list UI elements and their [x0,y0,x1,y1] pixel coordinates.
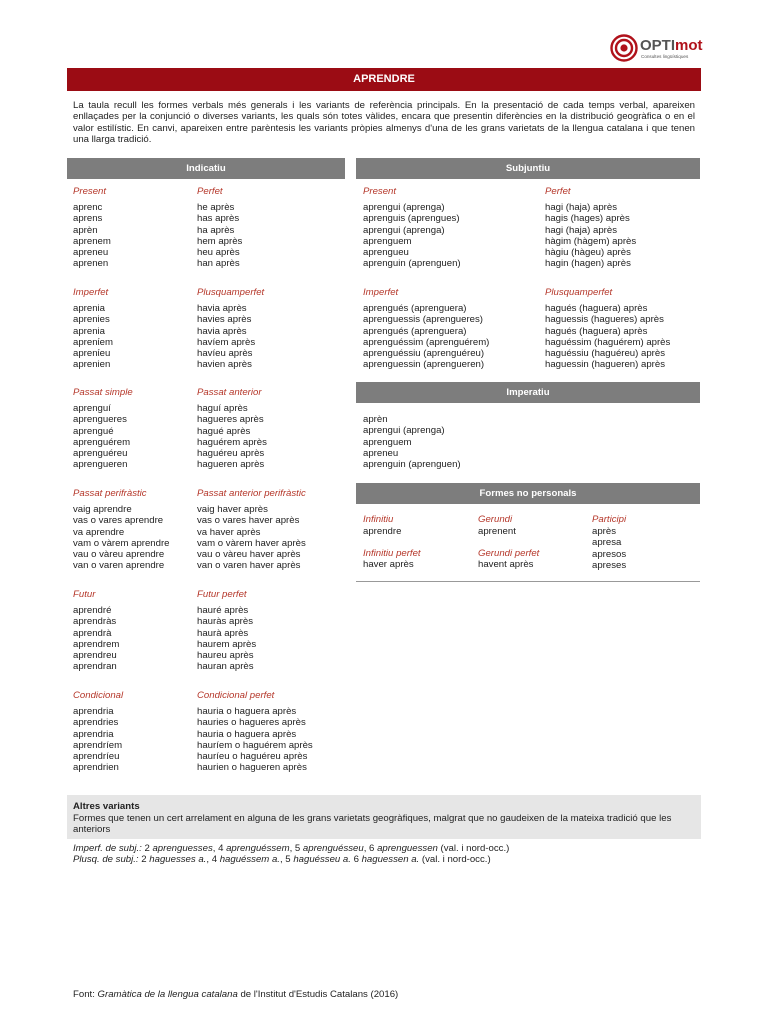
verb-form: hagis (hages) après [545,213,630,225]
tense-forms [73,504,170,572]
imperf-note: Imperf. de subj.: 2 aprenguesses, 4 aprenguéssem, 5 aprenguésseu, 6 aprenguessen (val. i nord-occ.) [73,843,510,854]
verb-form: va aprendre [73,526,125,538]
variant-notes [73,843,509,865]
verb-form: hauríeu o haguéreu après [197,751,308,763]
verb-form: hauríem o haguérem après [197,739,313,751]
verb-form: aprendre [363,526,402,537]
verb-form: aprendré [73,605,112,616]
tense-forms [363,303,489,371]
verb-form: aprenent [478,526,516,537]
tense-forms [197,504,306,572]
verb-form: aprenguérem [73,436,131,448]
verb-form: haguessis (hagueres) après [545,314,664,326]
logo-ring-icon [610,34,638,62]
optimot-logo [610,34,702,64]
tense-label: Present [363,186,397,197]
verb-form: haguí après [197,403,248,414]
tense-forms [197,605,256,673]
tense-label: Futur [73,589,96,600]
verb-form: hauré après [197,605,249,616]
verb-form: vas o vares haver après [197,515,300,527]
verb-form: va haver après [197,526,261,538]
tense-forms [73,706,122,774]
infinitiu-perfet-label: Infinitiu perfet [363,548,421,559]
verb-form: aprenies [73,314,110,326]
infinitiu-perfet-form: haver après [363,559,414,570]
verb-form: aprenguessis (aprengueres) [363,314,483,326]
logo-wordmark: OPTImot [640,37,703,54]
verb-form: aprenguem [363,235,412,247]
verb-form: aprenia [73,325,106,337]
verb-form: aprèn [73,224,98,236]
tense-label: Plusquamperfet [197,287,265,298]
verb-form: havíeu après [197,348,253,360]
verb-form: hauries o hagueres après [197,717,306,729]
verb-form: hagués (haguera) après [545,303,648,314]
verb-form: havies après [197,314,252,326]
verb-form: hauria o haguera après [197,706,297,717]
verb-form: vam o vàrem aprendre [73,537,170,549]
verb-form: apreneu [363,447,399,459]
gerundi-perfet-label: Gerundi perfet [478,548,540,559]
verb-form: aprenguin (aprenguen) [363,459,461,471]
tense-label: Passat simple [73,387,133,398]
tense-label: Perfet [545,186,571,197]
verb-form: hagi (haja) après [545,202,617,213]
logo-subtitle: Consultes lingüístiques [641,54,689,59]
tense-label: Condicional [73,690,124,701]
verb-form: après [592,526,616,537]
verb-form: hauran après [197,661,254,673]
verb-form: aprenguí [73,403,111,414]
verb-form: aprenguin (aprenguen) [363,258,461,270]
indicatiu-header: Indicatiu [67,158,345,179]
verb-form: aprenc [73,202,103,213]
tense-label: Perfet [197,186,223,197]
verb-form: aprenguessin (aprengueren) [363,359,485,371]
tense-forms [73,403,130,471]
verb-form: aprendries [73,717,119,729]
source-footer: Font: Gramàtica de la llengua catalana de l'Institut d'Estudis Catalans (2016) [73,989,399,1000]
verb-form: aprengué [73,425,114,437]
verb-form: aprenia [73,303,106,314]
verb-form: ha après [197,224,235,236]
verb-form: vau o vàreu aprendre [73,549,165,561]
verb-form: havia après [197,303,247,314]
verb-form: aprendria [73,728,114,740]
verb-form: han après [197,258,240,270]
verb-form: haguéreu après [197,448,265,460]
verb-form: aprendríeu [73,751,120,763]
verb-form: vas o vares aprendre [73,515,164,527]
verb-form: aprengueu [363,247,409,259]
tense-forms [73,303,113,371]
verb-form: apreneu [73,247,109,259]
tense-label: Imperfet [363,287,399,298]
verb-form: hàgim (hàgem) après [545,235,637,247]
verb-form: aprengués (aprenguera) [363,303,467,314]
gerundi-forms [478,526,516,537]
tense-forms [545,202,636,270]
verb-form: haurà après [197,627,249,639]
verb-title: APRENDRE [67,68,701,91]
verb-form: apresa [592,537,622,549]
verb-form: aprenien [73,359,111,371]
tense-forms [545,303,670,371]
no-personals-header: Formes no personals [356,483,700,504]
verb-form: apresos [592,548,627,560]
verb-form: havia après [197,325,247,337]
verb-form: vaig aprendre [73,504,132,515]
tense-label: Passat anterior perifràstic [197,488,306,499]
tense-label: Present [73,186,107,197]
tense-forms [73,605,119,673]
tense-label: Plusquamperfet [545,287,613,298]
tense-forms [197,706,313,774]
verb-form: aprenguéssim (aprenguérem) [363,336,490,348]
verb-form: hàgiu (hàgeu) après [545,247,631,259]
verb-form: aprendria [73,706,114,717]
verb-form: aprendràs [73,616,117,628]
verb-form: aprenen [73,258,109,270]
verb-form: haurien o hagueren après [197,762,307,774]
tense-forms [197,303,255,371]
verb-form: hem après [197,235,243,247]
verb-form: havien après [197,359,252,371]
verb-form: aprengui (aprenga) [363,202,445,213]
verb-form: aprendrem [73,638,120,650]
verb-form: aprendreu [73,650,117,662]
tense-label: Imperfet [73,287,109,298]
divider [356,581,700,582]
verb-form: haguéssim (haguérem) après [545,336,671,348]
tense-forms [197,403,267,471]
verb-form: haureu après [197,650,254,662]
gerundi-label: Gerundi [478,514,513,525]
altres-variants-title: Altres variants [73,801,140,812]
plusq-note: Plusq. de subj.: 2 haguesses a., 4 haguéssem a., 5 haguésseu a. 6 haguessen a. (val. i nord-occ.) [73,854,491,865]
verb-form: vaig haver après [197,504,268,515]
verb-form: aprenίem [73,336,113,348]
verb-form: haurem après [197,638,257,650]
verb-form: aprenguéssiu (aprenguéreu) [363,348,485,360]
verb-form: aprendrien [73,762,119,774]
verb-form: vau o vàreu haver après [197,549,301,561]
verb-form: aprengui (aprenga) [363,224,445,236]
verb-form: haguérem après [197,436,267,448]
altres-variants-box [67,795,701,839]
verb-form: aprendran [73,661,117,673]
infinitiu-forms [363,526,401,537]
verb-form: hagueres après [197,414,264,426]
verb-form: hagueren après [197,459,265,471]
verb-form: van o varen aprendre [73,560,165,572]
verb-form: has après [197,213,240,225]
verb-form: he après [197,202,235,213]
verb-form: aprenguis (aprengues) [363,213,460,225]
verb-form: haguessin (hagueren) après [545,359,666,371]
infinitiu-label: Infinitiu [363,514,394,525]
verb-form: havíem après [197,336,256,348]
tense-label: Passat anterior [197,387,262,398]
verb-form: apreses [592,559,627,571]
verb-form: aprendrà [73,627,112,639]
verb-form: hagi (haja) après [545,224,617,236]
tense-forms [197,202,242,270]
tense-label: Futur perfet [197,589,247,600]
verb-form: hagin (hagen) après [545,258,631,270]
verb-form: hagué après [197,425,251,437]
participi-forms [592,526,626,571]
tense-forms [363,202,461,270]
imperatiu-header: Imperatiu [356,382,700,403]
verb-form: aprengués (aprenguera) [363,325,467,337]
verb-form: hagués (haguera) après [545,325,648,337]
verb-form: van o varen haver après [197,560,301,572]
tense-label: Condicional perfet [197,690,275,701]
participi-label: Participi [592,514,627,525]
verb-form: aprèn [363,414,388,425]
subjuntiu-header: Subjuntiu [356,158,700,179]
tense-forms [73,202,111,270]
verb-form: aprengueres [73,414,127,426]
tense-label: Passat perifràstic [73,488,147,499]
verb-form: heu après [197,247,240,259]
verb-form: hauria o haguera après [197,728,297,740]
verb-form: aprengui (aprenga) [363,425,445,437]
verb-form: aprendríem [73,739,123,751]
verb-form: haguéssiu (haguéreu) après [545,348,666,360]
intro-text: La taula recull les formes verbals més generals i les variants de referència principals. En la presentació de cada temps verbal, apareixen enllaçades per la conjunció o diverses variants, les quals són totes vàlides, encara que presentin diferències en la distribució geogràfica o en el valor estilístic. En canvi, apareixen entre parèntesis les variants pròpies almenys d'una de les grans varietats de la llengua catalana i que tenen una llarga tradició. [73,100,695,145]
verb-form: aprenguem [363,436,412,448]
altres-variants-desc: Formes que tenen un cert arrelament en alguna de les grans varietats geogràfiques, malgrat que no gaudeixen de la mateixa tradició que les anteriors [73,813,672,836]
gerundi-perfet-form: havent après [478,559,534,570]
verb-form: aprenem [73,235,111,247]
verb-form: aprengueren [73,459,128,471]
verb-form: aprenίeu [73,348,111,360]
verb-form: vam o vàrem haver après [197,537,306,549]
imperatiu-forms [363,414,461,470]
verb-form: aprenguéreu [73,448,128,460]
verb-form: hauràs après [197,616,253,628]
verb-form: aprens [73,213,103,225]
